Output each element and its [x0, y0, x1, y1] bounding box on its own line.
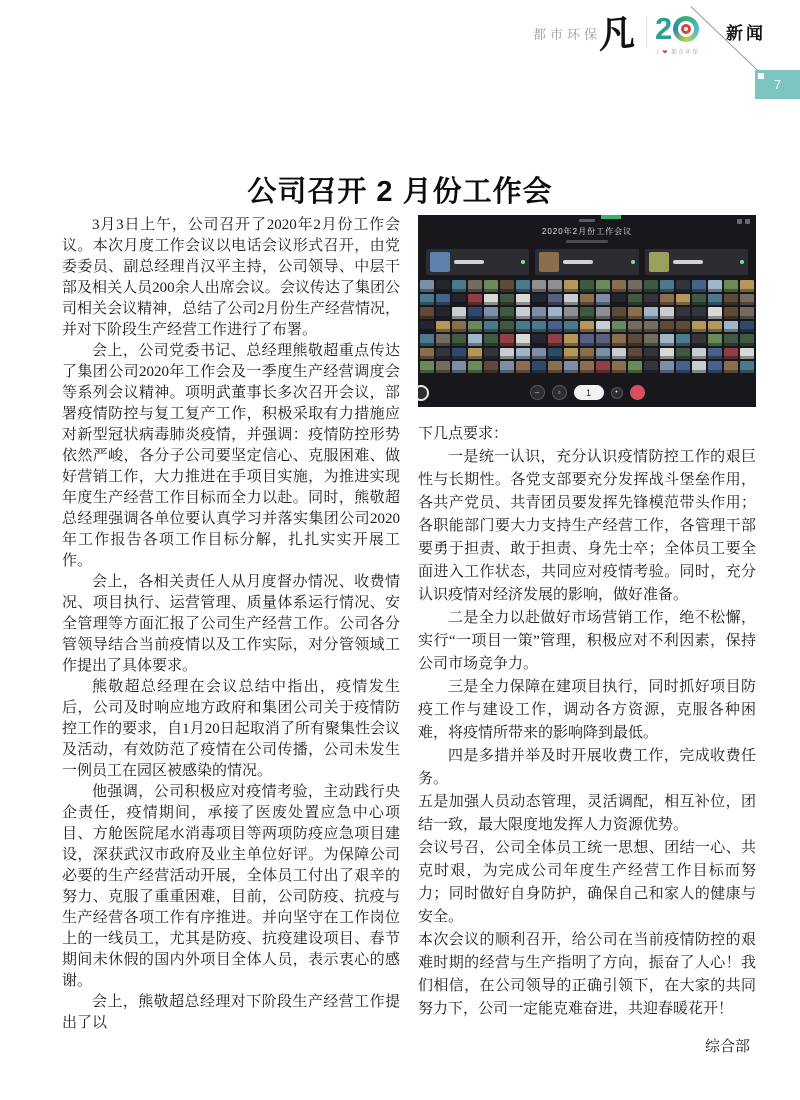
participant-thumbnail [628, 321, 642, 333]
participant-thumbnail [500, 307, 514, 319]
participant-thumbnail [644, 307, 658, 319]
participant-thumbnail [532, 361, 546, 373]
participant-thumbnail [644, 348, 658, 360]
participant-thumbnail [708, 294, 722, 306]
participant-thumbnail [452, 348, 466, 360]
participant-thumbnail [548, 348, 562, 360]
paragraph: 下几点要求： [418, 426, 509, 442]
paragraph: 会上，各相关责任人从月度督办情况、收费情况、项目执行、运营管理、质量体系运行情况、安全管理等方面汇报了公司生产经营工作。公司各分管领导结合当前疫情以及工作实际，对分管领域工作提出了具体要求。 [62, 574, 400, 674]
participant-thumbnail [644, 321, 658, 333]
participant-thumbnail [532, 307, 546, 319]
participant-thumbnail [692, 321, 706, 333]
participant-thumbnail [420, 307, 434, 319]
participant-thumbnail [660, 348, 674, 360]
paragraph: 五是加强人员动态管理，灵活调配，相互补位，团结一致，最大限度地发挥人力资源优势。 [418, 794, 756, 833]
paragraph: 本次会议的顺利召开，给公司在当前疫情防控的艰难时期的经营与生产指明了方向，振奋了人心！我们相信，在公司领导的正确引领下，在大家的共同努力下，公司一定能克难奋进，共迎春暖花开！ [418, 932, 756, 1017]
participant-thumbnail [724, 348, 738, 360]
participant-thumbnail [676, 361, 690, 373]
participant-thumbnail [628, 294, 642, 306]
participant-thumbnail [649, 252, 669, 272]
participant-thumbnail [564, 334, 578, 346]
more-options-icon [745, 219, 750, 224]
conference-featured-row [418, 243, 756, 275]
participant-thumbnail [468, 280, 482, 292]
participant-thumbnail [468, 321, 482, 333]
participant-thumbnail [420, 321, 434, 333]
participant-thumbnail [548, 307, 562, 319]
participant-thumbnail [612, 280, 626, 292]
participant-thumbnail [468, 361, 482, 373]
participant-thumbnail [612, 307, 626, 319]
brand-calligraphy-glyph: 凡 [599, 11, 635, 58]
participant-thumbnail [564, 348, 578, 360]
participant-thumbnail [708, 348, 722, 360]
mute-icon: – [530, 385, 545, 400]
participant-thumbnail [628, 307, 642, 319]
conference-title: 2020年2月份工作会议 [541, 227, 633, 236]
anniversary-tagline: I ❤ 都市环保 [657, 50, 700, 56]
participant-thumbnail [452, 307, 466, 319]
article-signature: 综合部 [704, 1039, 750, 1055]
paragraph: 3月3日上午，公司召开了2020年2月份工作会议。本次月度工作会议以电话会议形式召开，由党委委员、副总经理肖汉平主持，公司领导、中层干部及相关人员200余人出席会议。会议传达了集团公司相关会议精神，总结了公司2月份生产经营情况，并对下阶段生产经营工作进行了布署。 [62, 217, 400, 338]
heart-icon: ❤ [662, 50, 669, 56]
participant-thumbnail [548, 334, 562, 346]
participant-thumbnail [676, 307, 690, 319]
participant-thumbnail [612, 348, 626, 360]
participant-thumbnail [628, 361, 642, 373]
conference-corner-icons [737, 219, 750, 224]
participant-thumbnail [436, 294, 450, 306]
participant-thumbnail [436, 348, 450, 360]
participant-thumbnail [660, 361, 674, 373]
participant-thumbnail [596, 294, 610, 306]
participant-thumbnail [468, 334, 482, 346]
participant-thumbnail [532, 334, 546, 346]
participant-thumbnail [676, 321, 690, 333]
participant-thumbnail [660, 280, 674, 292]
window-title-bar [579, 219, 595, 222]
participant-thumbnail [468, 348, 482, 360]
participant-thumbnail [436, 307, 450, 319]
anniversary-20-logo [655, 13, 699, 44]
participant-thumbnail [740, 294, 754, 306]
participant-thumbnail [436, 334, 450, 346]
participant-thumbnail [708, 280, 722, 292]
participant-thumbnail [580, 334, 594, 346]
paragraph: 会上，熊敬超总经理对下阶段生产经营工作提出了以 [62, 994, 400, 1031]
paragraph: 四是多措并举及时开展收费工作，完成收费任务。 [418, 748, 756, 787]
participant-thumbnail [612, 334, 626, 346]
participant-thumbnail [724, 321, 738, 333]
participant-thumbnail [708, 361, 722, 373]
participant-thumbnail [708, 334, 722, 346]
participant-thumbnail [420, 294, 434, 306]
participant-thumbnail [452, 294, 466, 306]
participant-thumbnail [532, 321, 546, 333]
article-body [62, 215, 757, 1056]
participant-thumbnail [596, 348, 610, 360]
participant-thumbnail [740, 321, 754, 333]
participant-thumbnail [532, 348, 546, 360]
participant-thumbnail [484, 280, 498, 292]
participant-thumbnail [596, 361, 610, 373]
page-number: 7 [773, 77, 782, 92]
paragraph: 二是全力以赴做好市场营销工作，绝不松懈，实行“一项目一策”管理，积极应对不利因素，保持公司市场竞争力。 [418, 610, 756, 672]
participant-thumbnail [548, 361, 562, 373]
participant-thumbnail [596, 321, 610, 333]
participant-thumbnail [430, 252, 450, 272]
participant-thumbnail [564, 321, 578, 333]
page-number-badge [755, 70, 800, 99]
participant-thumbnail [596, 280, 610, 292]
participant-thumbnail [484, 361, 498, 373]
participant-thumbnail [580, 348, 594, 360]
participant-thumbnail [580, 294, 594, 306]
participant-thumbnail [644, 334, 658, 346]
participant-thumbnail [420, 348, 434, 360]
participant-thumbnail [500, 294, 514, 306]
participant-thumbnail [452, 361, 466, 373]
left-column [62, 215, 400, 1056]
participant-thumbnail [724, 280, 738, 292]
participant-thumbnail [420, 361, 434, 373]
participant-thumbnail [516, 280, 530, 292]
participant-thumbnail [740, 307, 754, 319]
participant-thumbnail [676, 294, 690, 306]
participant-thumbnail [612, 294, 626, 306]
participant-thumbnail [516, 307, 530, 319]
layout-icon: ▫ [552, 385, 567, 400]
participant-thumbnail [660, 307, 674, 319]
participant-thumbnail [516, 348, 530, 360]
participant-thumbnail [692, 348, 706, 360]
participant-thumbnail [740, 361, 754, 373]
participant-thumbnail [500, 280, 514, 292]
paragraph: 会上，公司党委书记、总经理熊敬超重点传达了集团公司2020年工作会及一季度生产经营调度会等系列会议精神。项明武董事长多次召开会议，部署疫情防控与复工复产工作，积极采取有力措施应对新型冠状病毒肺炎疫情，并强调：疫情防控形势依然严峻，各分子公司要坚定信心、克服困难、做好营销工作，大力推进在手项目实施，为推进实现年度生产经营工作目标而全力以赴。同时，熊敬超总经理强调各单位要认真学习并落实集团公司2020年工作报告各项工作目标分解，扎扎实实开展工作。 [62, 343, 400, 569]
participant-name [673, 260, 703, 264]
participant-thumbnail [708, 321, 722, 333]
participant-thumbnail [484, 307, 498, 319]
speaking-indicator-icon [631, 260, 635, 264]
participant-thumbnail [724, 307, 738, 319]
paragraph: 一是统一认识，充分认识疫情防控工作的艰巨性与长期性。各党支部要充分发挥战斗堡垒作用，各共产党员、共青团员要发挥先锋模范带头作用；各职能部门要大力支持生产经营工作，各管理干部要勇于担责、敢于担责、身先士卒；全体员工要全面进入工作状态，共同应对疫情考验。同时，充分认识疫情对经济发展的影响，做好准备。 [418, 449, 756, 603]
participant-thumbnail [580, 321, 594, 333]
speaking-indicator-icon [740, 260, 744, 264]
participant-thumbnail [484, 294, 498, 306]
participant-thumbnail [516, 321, 530, 333]
participant-thumbnail [596, 334, 610, 346]
participant-thumbnail [612, 361, 626, 373]
participant-thumbnail [676, 348, 690, 360]
participant-name [563, 260, 593, 264]
participant-thumbnail [740, 334, 754, 346]
section-label: 新闻 [726, 24, 766, 43]
header-divider [646, 16, 647, 48]
speaking-indicator-icon [521, 260, 525, 264]
participant-thumbnail [539, 252, 559, 272]
participant-name [454, 260, 484, 264]
participant-thumbnail [500, 361, 514, 373]
brand-logo-text: 都市环保 [533, 27, 602, 42]
participant-thumbnail [452, 334, 466, 346]
participant-thumbnail [548, 280, 562, 292]
conference-featured-tile [535, 249, 638, 275]
paragraph: 他强调，公司积极应对疫情考验，主动践行央企责任，疫情期间，承接了医废处置应急中心项目、方舱医院尾水消毒项目等两项防疫应急项目建设，深获武汉市政府及业主单位好评。为保障公司必要的生产经营活动开展，全体员工付出了艰辛的努力、克服了重重困难，目前，公司防疫、抗疫与生产经营各项工作有序推进。并向坚守在工作岗位上的一线员工，尤其是防疫、抗疫建设项目、春节期间未休假的国内外项目全体人员，表示衷心的感谢。 [62, 784, 400, 989]
participant-thumbnail [564, 280, 578, 292]
badge-corner-mark [758, 73, 764, 79]
participant-thumbnail [500, 334, 514, 346]
participant-thumbnail [564, 307, 578, 319]
participant-thumbnail [644, 361, 658, 373]
participant-thumbnail [548, 294, 562, 306]
participant-thumbnail [724, 294, 738, 306]
anniversary-zero-ring-icon [673, 16, 699, 42]
participant-thumbnail [612, 321, 626, 333]
participant-thumbnail [660, 321, 674, 333]
participant-thumbnail [420, 334, 434, 346]
participant-thumbnail [580, 280, 594, 292]
paragraph: 三是全力保障在建项目执行，同时抓好项目防疫工作与建设工作，调动各方资源，克服各种困难，将疫情所带来的影响降到最低。 [418, 679, 756, 741]
participant-thumbnail [484, 321, 498, 333]
participant-thumbnail [452, 321, 466, 333]
participant-thumbnail [436, 321, 450, 333]
conference-controls [418, 385, 756, 400]
participant-thumbnail [436, 361, 450, 373]
participant-thumbnail [484, 334, 498, 346]
participant-thumbnail [468, 307, 482, 319]
participant-thumbnail [532, 280, 546, 292]
participant-thumbnail [500, 348, 514, 360]
conference-featured-tile [645, 249, 748, 275]
participant-thumbnail [596, 307, 610, 319]
participant-thumbnail [692, 294, 706, 306]
participant-thumbnail [692, 361, 706, 373]
participant-thumbnail [452, 280, 466, 292]
paragraph: 熊敬超总经理在会议总结中指出，疫情发生后，公司及时响应地方政府和集团公司关于疫情防控工作的要求，自1月20日起取消了所有聚集性会议及活动，有效防范了疫情在公司传播，公司未发生一例员工在园区被感染的情况。 [62, 679, 400, 779]
participant-thumbnail [580, 307, 594, 319]
participant-thumbnail [436, 280, 450, 292]
participant-thumbnail [628, 280, 642, 292]
conference-grid [418, 275, 756, 373]
participant-thumbnail [692, 334, 706, 346]
participant-thumbnail [548, 321, 562, 333]
participant-thumbnail [644, 294, 658, 306]
participant-thumbnail [740, 348, 754, 360]
participant-thumbnail [628, 348, 642, 360]
participant-thumbnail [532, 294, 546, 306]
participants-icon [737, 219, 742, 224]
participant-thumbnail [692, 280, 706, 292]
participant-thumbnail [516, 294, 530, 306]
participant-thumbnail [660, 294, 674, 306]
participant-thumbnail [468, 294, 482, 306]
participant-thumbnail [516, 361, 530, 373]
article-title: 公司召开 2 月份工作会 [247, 176, 553, 209]
participant-thumbnail [420, 280, 434, 292]
page-indicator: 1 [574, 385, 604, 400]
conference-photo [418, 215, 756, 407]
participant-thumbnail [500, 321, 514, 333]
participant-thumbnail [660, 334, 674, 346]
participant-thumbnail [740, 280, 754, 292]
participant-thumbnail [724, 334, 738, 346]
conference-featured-tile [426, 249, 529, 275]
participant-thumbnail [644, 280, 658, 292]
right-column [418, 215, 756, 1056]
participant-thumbnail [724, 361, 738, 373]
participant-thumbnail [708, 307, 722, 319]
participant-thumbnail [580, 361, 594, 373]
participant-thumbnail [516, 334, 530, 346]
participant-thumbnail [676, 280, 690, 292]
right-column-text [418, 423, 756, 1021]
leave-meeting-icon [630, 385, 645, 400]
participant-thumbnail [564, 294, 578, 306]
participant-thumbnail [628, 334, 642, 346]
anniversary-digit: 2 [655, 11, 673, 46]
next-page-icon: • [611, 387, 623, 399]
paragraph: 会议号召，公司全体员工统一思想、团结一心、共克时艰，为完成公司年度生产经营工作目标而努力；同时做好自身防护，确保自己和家人的健康与安全。 [418, 840, 756, 925]
recording-indicator [601, 215, 621, 219]
participant-thumbnail [676, 334, 690, 346]
participant-thumbnail [484, 348, 498, 360]
participant-thumbnail [692, 307, 706, 319]
participant-thumbnail [564, 361, 578, 373]
